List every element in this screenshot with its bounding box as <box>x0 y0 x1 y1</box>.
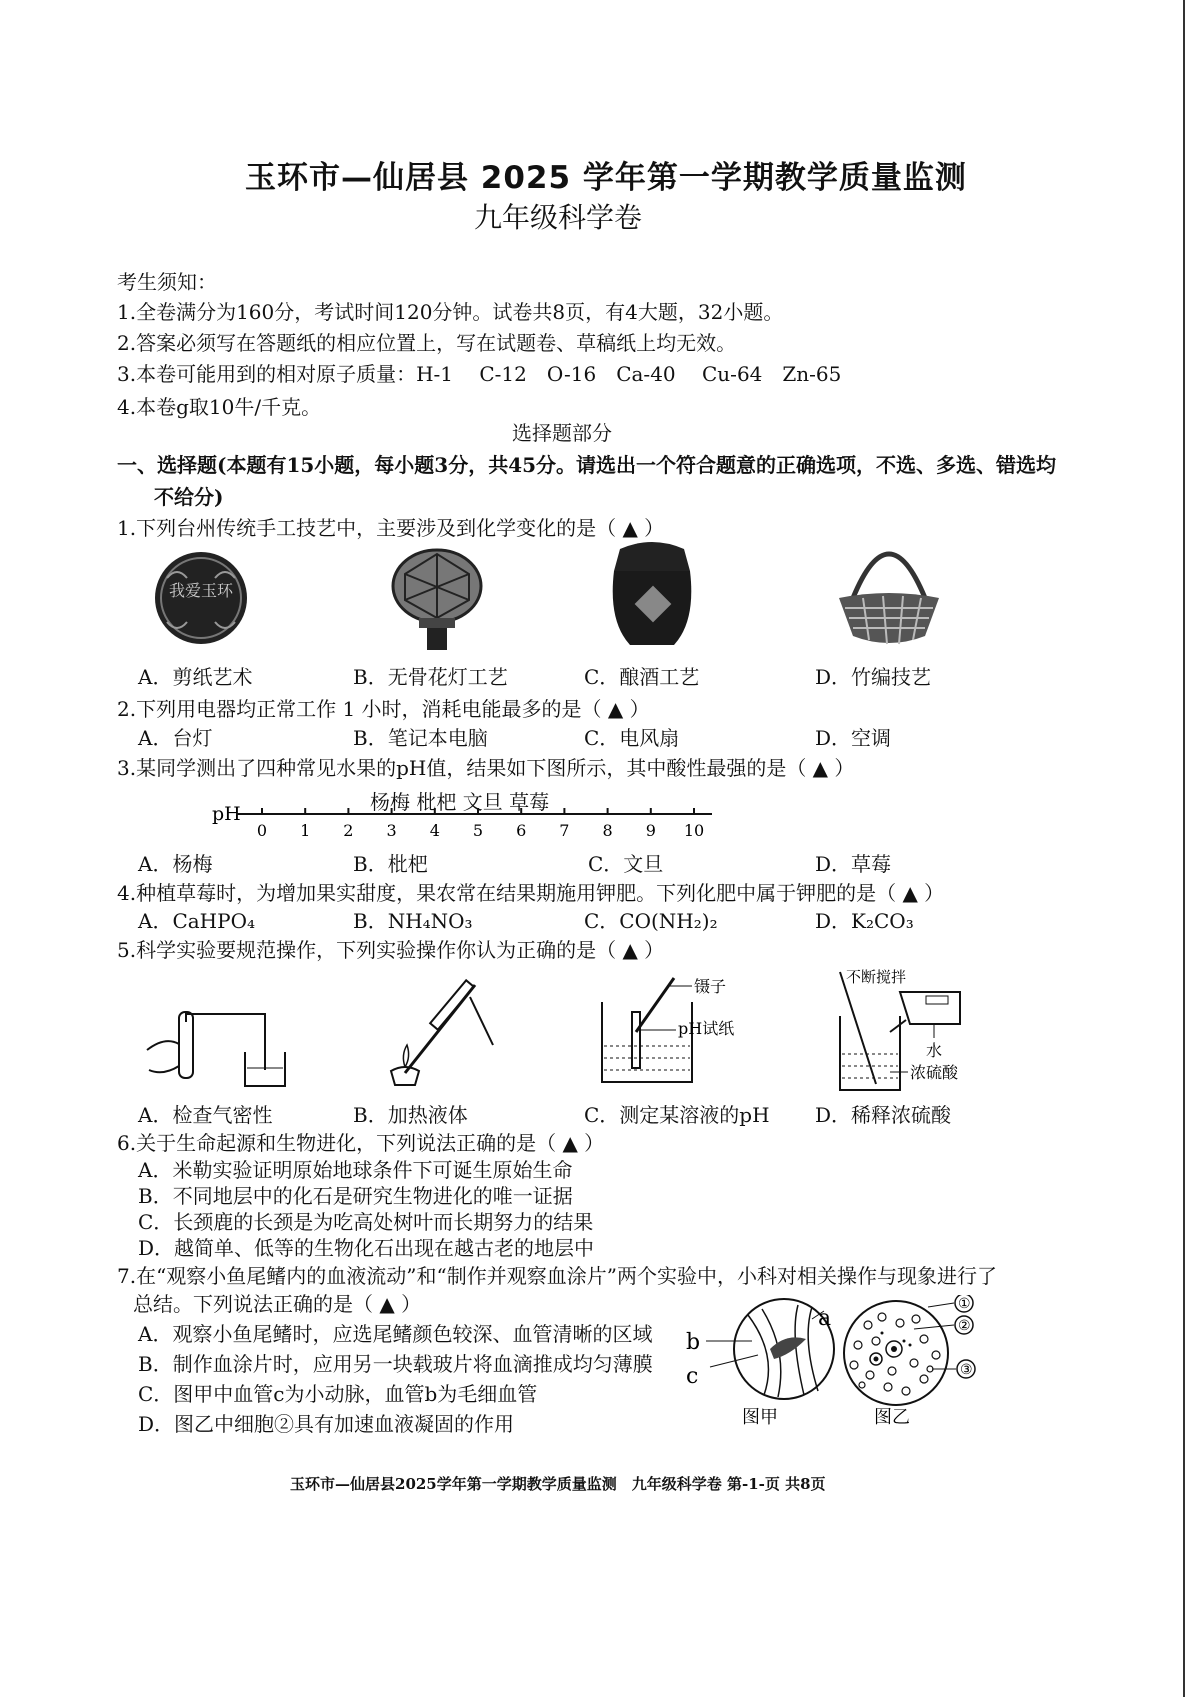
q7-stem-line2: 总结。下列说法正确的是（ ▲ ） <box>133 1292 422 1316</box>
notice-heading: 考生须知： <box>117 270 217 294</box>
exam-subtitle: 九年级科学卷 <box>474 201 643 234</box>
q3-option-d: D．草莓 <box>815 852 892 876</box>
part1-instructions: 一、选择题(本题有15小题，每小题3分，共45分。请选出一个符合题意的正确选项，不选、多选、错选均 <box>117 453 1057 477</box>
q7-option-a: A．观察小鱼尾鳍时，应选尾鳍颜色较深、血管清晰的区域 <box>138 1322 653 1346</box>
ph-tick-label: 0 <box>256 821 268 840</box>
ph-tick-label: 8 <box>602 821 613 840</box>
q2-option-a: A．台灯 <box>138 726 213 750</box>
notice-item-1: 1.全卷满分为160分，考试时间120分钟。试卷共8页，有4大题，32小题。 <box>117 300 784 324</box>
q5-stem: 5.科学实验要规范操作，下列实验操作你认为正确的是（ ▲ ） <box>117 938 665 962</box>
q7-option-c: C．图甲中血管c为小动脉，血管b为毛细血管 <box>138 1382 538 1406</box>
exam-title: 玉环市—仙居县 2025 学年第一学期教学质量监测 <box>245 160 967 196</box>
papercut-image <box>145 548 257 648</box>
q1-option-c: C．酿酒工艺 <box>584 665 700 689</box>
tweezers-label: 镊子 <box>694 977 727 996</box>
heating-liquid-image <box>385 975 495 1090</box>
ph-scale <box>212 800 722 844</box>
q2-option-c: C．电风扇 <box>584 726 680 750</box>
q4-option-d: D．K₂CO₃ <box>815 909 914 933</box>
papercut-text: 我爱玉环 <box>168 581 234 600</box>
q5-option-c: C．测定某溶液的pH <box>584 1103 770 1127</box>
lantern-image <box>385 544 489 652</box>
notice-item-4: 4.本卷g取10牛/千克。 <box>117 395 322 419</box>
q1-option-b: B．无骨花灯工艺 <box>353 665 508 689</box>
water-label: 水 <box>926 1041 943 1060</box>
part1-instructions-cont: 不给分) <box>154 485 224 509</box>
ph-tick-label: 7 <box>559 821 570 840</box>
q7-option-d: D．图乙中细胞②具有加速血液凝固的作用 <box>138 1412 515 1436</box>
bamboo-basket-image <box>833 540 945 650</box>
fig1-caption: 图甲 <box>742 1407 778 1428</box>
q2-option-b: B．笔记本电脑 <box>353 726 488 750</box>
ph-tick-label: 6 <box>516 821 527 840</box>
q6-option-b: B．不同地层中的化石是研究生物进化的唯一证据 <box>138 1184 573 1208</box>
ph-tick-label: 2 <box>343 821 354 840</box>
q7-figures <box>678 1295 990 1431</box>
ph-measure-image <box>596 972 756 1090</box>
q3-option-b: B．枇杷 <box>353 852 428 876</box>
q4-option-b: B．NH₄NO₃ <box>353 909 473 933</box>
airtightness-check-image <box>145 1010 295 1090</box>
page-edge-line <box>1183 0 1185 1697</box>
q3-fruit-labels: 杨梅 枇杷 文旦 草莓 <box>370 790 550 814</box>
q6-option-c: C．长颈鹿的长颈是为吃高处树叶而长期努力的结果 <box>138 1210 594 1234</box>
page-footer: 玉环市—仙居县2025学年第一学期教学质量监测 九年级科学卷 第-1-页 共8页 <box>290 1475 826 1493</box>
ph-axis-label: pH <box>212 803 241 825</box>
label-c: c <box>686 1364 699 1389</box>
q5-option-d: D．稀释浓硫酸 <box>815 1103 952 1127</box>
ph-paper-label: pH试纸 <box>678 1019 735 1038</box>
wine-jar-image <box>600 541 704 651</box>
q5-option-b: B．加热液体 <box>353 1103 468 1127</box>
section-heading: 选择题部分 <box>512 421 612 445</box>
label-n1: ① <box>958 1296 971 1312</box>
q1-option-d: D．竹编技艺 <box>815 665 932 689</box>
ph-tick-label: 10 <box>683 821 705 840</box>
dilute-acid-image <box>830 964 980 1092</box>
label-n2: ② <box>958 1318 971 1334</box>
q4-option-a: A．CaHPO₄ <box>138 909 255 933</box>
q7-stem-line1: 7.在“观察小鱼尾鳍内的血液流动”和“制作并观察血涂片”两个实验中，小科对相关操作与现象进行了 <box>117 1264 997 1288</box>
q7-option-b: B．制作血涂片时，应用另一块载玻片将血滴推成均匀薄膜 <box>138 1352 653 1376</box>
fig2-caption: 图乙 <box>874 1407 910 1428</box>
ph-tick-label: 3 <box>386 821 397 840</box>
q5-option-a: A．检查气密性 <box>138 1103 273 1127</box>
q1-option-a: A．剪纸艺术 <box>138 665 253 689</box>
label-b: b <box>686 1330 701 1355</box>
acid-label: 浓硫酸 <box>910 1063 959 1082</box>
ph-tick-label: 9 <box>645 821 656 840</box>
q3-option-c: C．文旦 <box>588 852 664 876</box>
q3-stem: 3.某同学测出了四种常见水果的pH值，结果如下图所示，其中酸性最强的是（ ▲ ） <box>117 756 855 780</box>
notice-item-3: 3.本卷可能用到的相对原子质量：H-1 C-12 O-16 Ca-40 Cu-64 Zn-65 <box>117 362 842 386</box>
ph-tick-label: 4 <box>429 821 440 840</box>
stir-label: 不断搅拌 <box>846 968 907 986</box>
q3-option-a: A．杨梅 <box>138 852 213 876</box>
ph-tick-label: 1 <box>300 821 311 840</box>
q4-option-c: C．CO(NH₂)₂ <box>584 909 718 933</box>
notice-item-2: 2.答案必须写在答题纸的相应位置上，写在试题卷、草稿纸上均无效。 <box>117 331 737 355</box>
q2-option-d: D．空调 <box>815 726 892 750</box>
label-a: a <box>818 1306 832 1331</box>
ph-tick-label: 5 <box>472 821 484 840</box>
q2-stem: 2.下列用电器均正常工作 1 小时，消耗电能最多的是（ ▲ ） <box>117 697 650 721</box>
q1-stem: 1.下列台州传统手工技艺中，主要涉及到化学变化的是（ ▲ ） <box>117 516 665 540</box>
q6-option-a: A．米勒实验证明原始地球条件下可诞生原始生命 <box>138 1158 573 1182</box>
ph-tick-group <box>257 808 704 840</box>
q4-stem: 4.种植草莓时，为增加果实甜度，果农常在结果期施用钾肥。下列化肥中属于钾肥的是（ ▲ ） <box>117 881 945 905</box>
q6-option-d: D．越简单、低等的生物化石出现在越古老的地层中 <box>138 1236 595 1260</box>
q6-stem: 6.关于生命起源和生物进化，下列说法正确的是（ ▲ ） <box>117 1131 605 1155</box>
label-n3: ③ <box>960 1362 973 1378</box>
